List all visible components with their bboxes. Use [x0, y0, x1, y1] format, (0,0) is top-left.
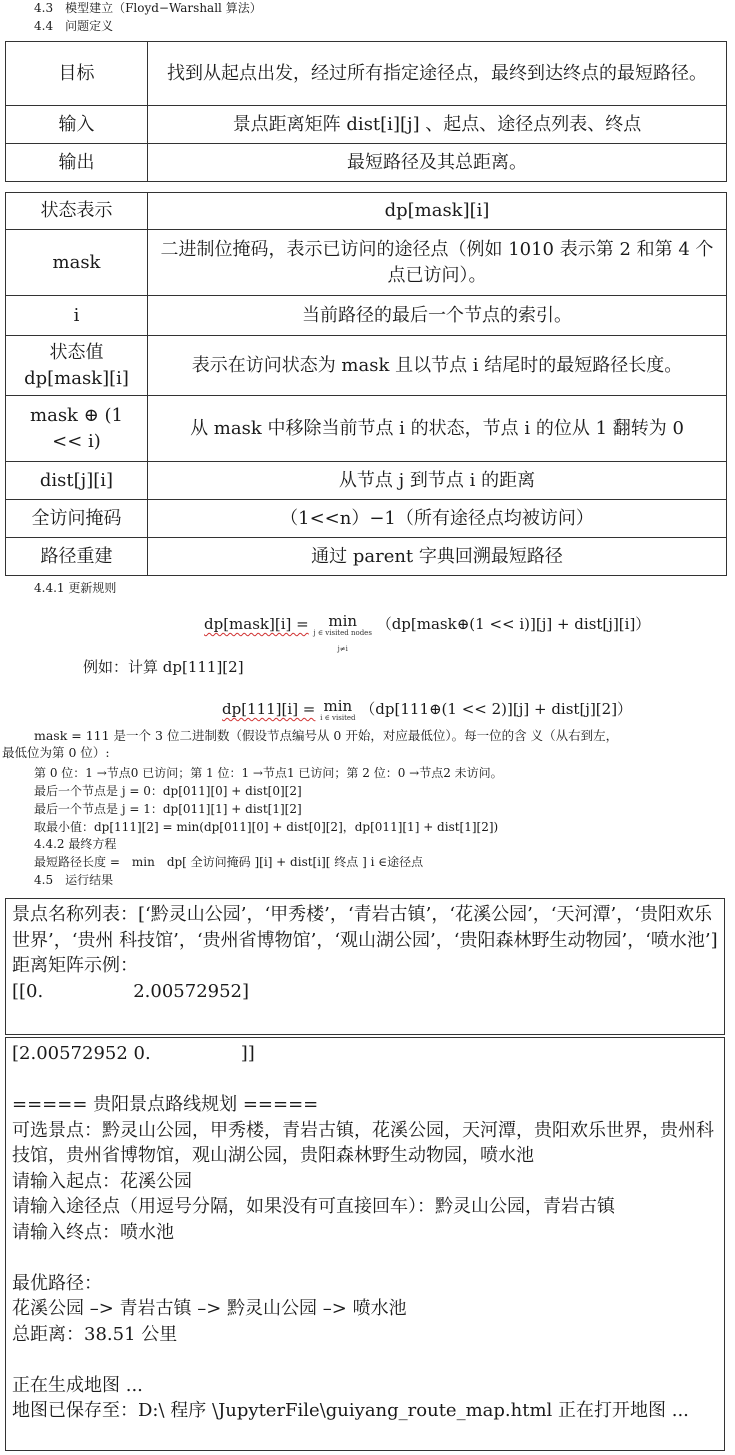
blank-line	[12, 1245, 718, 1271]
table-row	[6, 106, 727, 144]
table-key: 路径重建	[6, 538, 148, 576]
table-key: 状态值 dp[mask][i]	[6, 336, 148, 396]
table-key: dist[j][i]	[6, 462, 148, 500]
table-row	[6, 462, 727, 500]
table-value: 最短路径及其总距离。	[148, 144, 727, 182]
formula-lhs: dp[mask][i] =	[204, 615, 309, 633]
table-value: 从节点 j 到节点 i 的距离	[148, 462, 727, 500]
output-line: 请输入途径点（用逗号分隔，如果没有可直接回车）：黔灵山公园，青岩古镇	[12, 1196, 615, 1217]
min-operator: min	[328, 612, 358, 630]
table-key: 全访问掩码	[6, 500, 148, 538]
table-row	[6, 296, 727, 336]
output-box-1	[5, 898, 725, 1035]
blank-line	[12, 1067, 718, 1093]
table-value: 找到从起点出发，经过所有指定途径点，最终到达终点的最短路径。	[148, 42, 727, 106]
section-heading-4-4: 4.4 问题定义	[34, 19, 114, 33]
table-value: dp[mask][i]	[148, 193, 727, 230]
output-line: 可选景点：黔灵山公园，甲秀楼，青岩古镇，花溪公园，天河潭，贵阳欢乐世界，贵州科技馆，贵州省博物馆，观山湖公园，贵阳森林野生动物园，喷水池	[12, 1119, 714, 1166]
table-value: 当前路径的最后一个节点的索引。	[148, 296, 727, 336]
min-subscript: i ∈ visited	[320, 714, 356, 722]
example-line: 例如：计算 dp[111][2]	[83, 658, 244, 676]
table-row	[6, 193, 727, 230]
formula-min	[320, 698, 355, 722]
final-equation: 最短路径长度 = min dp[ 全访问掩码 ][i] + dist[i][ 终点 ] i ∈途径点	[34, 855, 424, 869]
table-key: i	[6, 296, 148, 336]
example-formula	[222, 698, 632, 722]
min-subscript-condition: j≠i	[337, 645, 348, 653]
table-key: 输入	[6, 106, 148, 144]
output-line: 请输入终点：喷水池	[12, 1221, 174, 1243]
output-line: [2.00572952 0. ]]	[12, 1043, 255, 1064]
formula-rhs: （dp[mask⊕(1 << i)][j] + dist[j][i]）	[376, 615, 651, 633]
table-row	[6, 336, 727, 396]
problem-definition-table	[5, 41, 727, 182]
explain-line: 最后一个节点是 j = 1：dp[011][1] + dist[1][2]	[34, 802, 302, 816]
table-key: mask	[6, 230, 148, 296]
output-line: 景点名称列表：[‘黔灵山公园’，‘甲秀楼’，‘青岩古镇’，‘花溪公园’，‘天河潭’，‘贵阳欢乐世界’，‘贵州 科技馆’，‘贵州省博物馆’，‘观山湖公园’，‘贵阳森林野生动物园’，‘喷水池’]	[12, 904, 718, 951]
section-heading-4-4-2: 4.4.2 最终方程	[34, 837, 117, 851]
explain-line: 取最小值：dp[111][2] = min(dp[011][0] + dist[0][2]，dp[011][1] + dist[1][2])	[34, 820, 499, 834]
output-line: ===== 贵阳景点路线规划 =====	[12, 1094, 319, 1115]
table-value: 从 mask 中移除当前节点 i 的状态，节点 i 的位从 1 翻转为 0	[148, 396, 727, 462]
output-line: 地图已保存至：D:\ 程序 \JupyterFile\guiyang_route_map.html 正在打开地图 ...	[12, 1400, 689, 1421]
output-line: 花溪公园 –> 青岩古镇 –> 黔灵山公园 –> 喷水池	[12, 1298, 407, 1319]
table-key: 状态表示	[6, 193, 148, 230]
table-row	[6, 396, 727, 462]
output-line: [[0. 2.00572952]	[12, 980, 250, 1002]
min-subscript: j ∈ visited nodes	[313, 629, 372, 637]
table-value: 二进制位掩码，表示已访问的途径点（例如 1010 表示第 2 和第 4 个点已访问）。	[148, 230, 727, 296]
formula-rhs: （dp[111⊕(1 << 2)][j] + dist[j][2]）	[360, 700, 633, 718]
table-value: 表示在访问状态为 mask 且以节点 i 结尾时的最短路径长度。	[148, 336, 727, 396]
table-value: （1<<n）−1（所有途径点均被访问）	[148, 500, 727, 538]
table-key: 输出	[6, 144, 148, 182]
table-row	[6, 42, 727, 106]
table-key: 目标	[6, 42, 148, 106]
section-heading-4-4-1: 4.4.1 更新规则	[34, 581, 117, 595]
explain-line: 最后一个节点是 j = 0：dp[011][0] + dist[0][2]	[34, 784, 302, 798]
section-heading-4-3: 4.3 模型建立（Floyd−Warshall 算法）	[34, 1, 262, 15]
state-definition-table	[5, 192, 727, 576]
output-line: 请输入起点：花溪公园	[12, 1170, 192, 1192]
explain-line: 第 0 位：1 →节点0 已访问；第 1 位：1 →节点1 已访问；第 2 位：0 →节点2 未访问。	[34, 766, 503, 780]
output-line: 正在生成地图 ...	[12, 1374, 143, 1396]
output-line: 最优路径：	[12, 1272, 102, 1294]
section-heading-4-5: 4.5 运行结果	[34, 873, 114, 887]
explain-line: 最低位为第 0 位）:	[2, 745, 110, 760]
explain-line: mask = 111 是一个 3 位二进制数（假设节点编号从 0 开始，对应最低位）。每一位的含 义（从右到左，	[34, 728, 619, 743]
output-box-2	[5, 1037, 725, 1451]
table-key: mask ⊕ (1 << i)	[6, 396, 148, 462]
blank-line	[12, 1347, 718, 1373]
output-line: 距离矩阵示例：	[12, 955, 138, 976]
formula-min	[313, 613, 371, 653]
table-row	[6, 144, 727, 182]
table-row	[6, 500, 727, 538]
table-row	[6, 538, 727, 576]
update-formula	[204, 613, 650, 653]
formula-lhs: dp[111][i] =	[222, 700, 316, 718]
table-value: 通过 parent 字典回溯最短路径	[148, 538, 727, 576]
min-operator: min	[323, 697, 353, 715]
table-value: 景点距离矩阵 dist[i][j] 、起点、途径点列表、终点	[148, 106, 727, 144]
table-row	[6, 230, 727, 296]
output-line: 总距离：38.51 公里	[12, 1323, 178, 1345]
